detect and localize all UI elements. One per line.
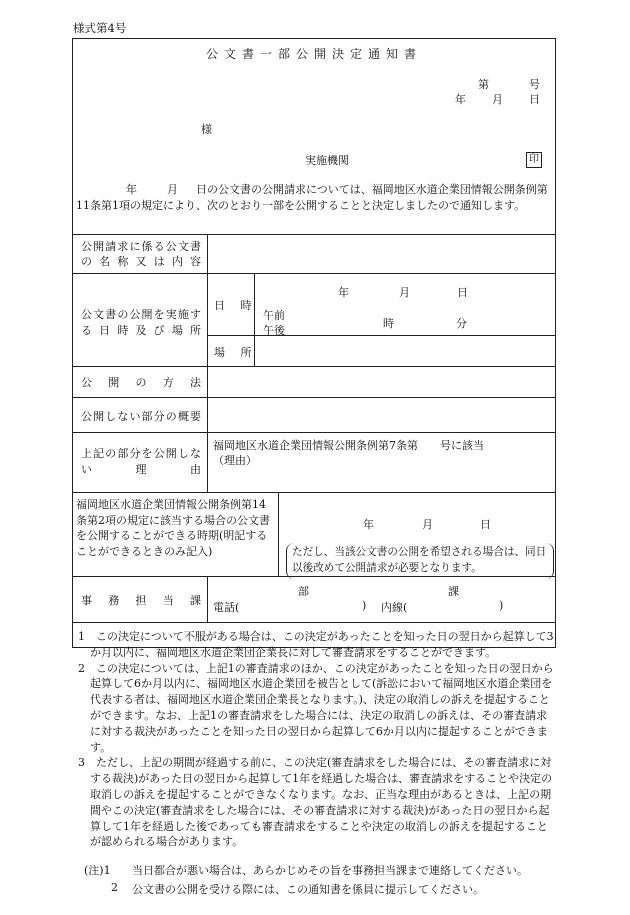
- row-line: [73, 492, 555, 493]
- row-line: [73, 273, 555, 274]
- footer-note-1: 当日都合が悪い場合は、あらかじめその旨を事務担当課まで連絡してください。: [132, 864, 528, 877]
- agency-label: 実施機関: [305, 154, 349, 167]
- phone-label: 電話(: [213, 601, 240, 614]
- date-month: 月: [492, 93, 503, 106]
- intro-year: 年: [126, 183, 137, 196]
- row-line: [208, 335, 556, 336]
- reason-text: 福岡地区水道企業団情報公開条例第7条第 号に該当: [213, 439, 484, 452]
- date-day: 日: [529, 93, 540, 106]
- footer-note-2-prefix: 2: [111, 881, 118, 894]
- row-line: [73, 397, 555, 398]
- footer-note-2: 公文書の公開を受ける際には、この通知書を係員に提示してください。: [132, 883, 484, 896]
- form-title: 公文書一部公開決定通知書: [205, 47, 422, 61]
- col-line: [278, 492, 279, 576]
- dt-month: 月: [399, 286, 410, 299]
- staff-ka: 課: [448, 585, 459, 598]
- period-note: ただし、当該公文書の公開を希望される場合は、同日以後改めて公開請求が必要となります。: [292, 546, 547, 574]
- note-item: 3 ただし、上記の期間が経過する前に、この決定(審査請求をした場合には、その審査請求に対する裁決)があった日の翌日から起算して1年を経過した場合は、審査請求をすることや決定の取消しの訴えを提起することができなくなります。なお、正当な理由があるときは、上記の期間やこの決定(審査請求をした場合には、その審査請求に対する裁決)があった日の翌日から起算して1年を経過した後であっても審査請求をすることや決定の取消しの訴えを提起することが認められる場合があります。: [78, 756, 553, 849]
- pm-label: 午後: [263, 324, 285, 337]
- row-line: [73, 432, 555, 433]
- number-go: 号: [529, 78, 540, 91]
- intro-month: 月: [167, 183, 178, 196]
- notice-form: [72, 38, 556, 648]
- reason-label: 上記の部分を公開しない理由: [81, 447, 201, 476]
- extension-close: ): [499, 599, 504, 612]
- period-label: 福岡地区水道企業団情報公開条例第14条第2項の規定に該当する場合の公文書を公開することができる時期(明記することができるときのみ記入): [76, 498, 270, 558]
- table-top-line: [73, 234, 555, 235]
- am-label: 午前: [263, 309, 285, 322]
- extension-label: 内線(: [381, 601, 408, 614]
- dt-day: 日: [457, 286, 468, 299]
- footer-note-prefix: (注)1: [84, 864, 111, 877]
- appeal-notes: [78, 629, 554, 850]
- period-year: 年: [363, 518, 374, 531]
- method-label: 公開の方法: [81, 376, 201, 389]
- row-line: [73, 622, 555, 623]
- period-month: 月: [422, 518, 433, 531]
- intro-body: 日の公文書の公開請求については、福岡地区水道企業団情報公開条例第11条第1項の規定により、次のとおり一部を公開することと決定しましたので通知します。: [76, 183, 548, 212]
- minute-label: 分: [456, 317, 467, 330]
- reason-sub: （理由）: [213, 454, 257, 467]
- col-line: [207, 576, 208, 622]
- intro-text: [76, 182, 552, 214]
- form-number: 様式第4号: [73, 21, 127, 35]
- staff-bu: 部: [298, 585, 309, 598]
- hour-label: 時: [383, 317, 394, 330]
- note-item: 1 この決定について不服がある場合は、この決定があったことを知った日の翌日から起算して3か月以内に、福岡地区水道企業団企業長に対して審査請求をすることができます。: [78, 630, 554, 659]
- period-day: 日: [480, 518, 491, 531]
- row-line: [73, 366, 555, 367]
- undisclosed-label: 公開しない部分の概要: [81, 410, 201, 423]
- date-year: 年: [455, 93, 466, 106]
- doc-name-label: 公開請求に係る公文書の名称又は内容: [81, 240, 201, 268]
- datetime-label: 日 時: [214, 299, 258, 312]
- recipient-sama: 様: [201, 123, 212, 136]
- note-item: 2 この決定については、上記1の審査請求のほか、この決定があったことを知った日の翌日から起算して6か月以内に、福岡地区水道企業団を被告として(訴訟において福岡地区水道企業団を代表する者は、福岡地区水道企業団企業長となります。)、決定の取消しの訴えを提起することができます。なお、上記1の審査請求をした場合には、決定の取消しの訴えは、その審査請求に対する裁決があったことを知った日の翌日から起算して6か月以内に提起することができます。: [78, 661, 554, 754]
- seal-mark: 印: [526, 152, 542, 168]
- number-dai: 第: [478, 78, 489, 91]
- phone-close: ): [362, 599, 367, 612]
- schedule-label: 公文書の公開を実施する日時及び場所: [81, 308, 201, 337]
- staff-label: 事務担当課: [81, 594, 201, 607]
- col-line: [207, 234, 208, 492]
- place-label: 場 所: [214, 346, 258, 359]
- dt-year: 年: [338, 286, 349, 299]
